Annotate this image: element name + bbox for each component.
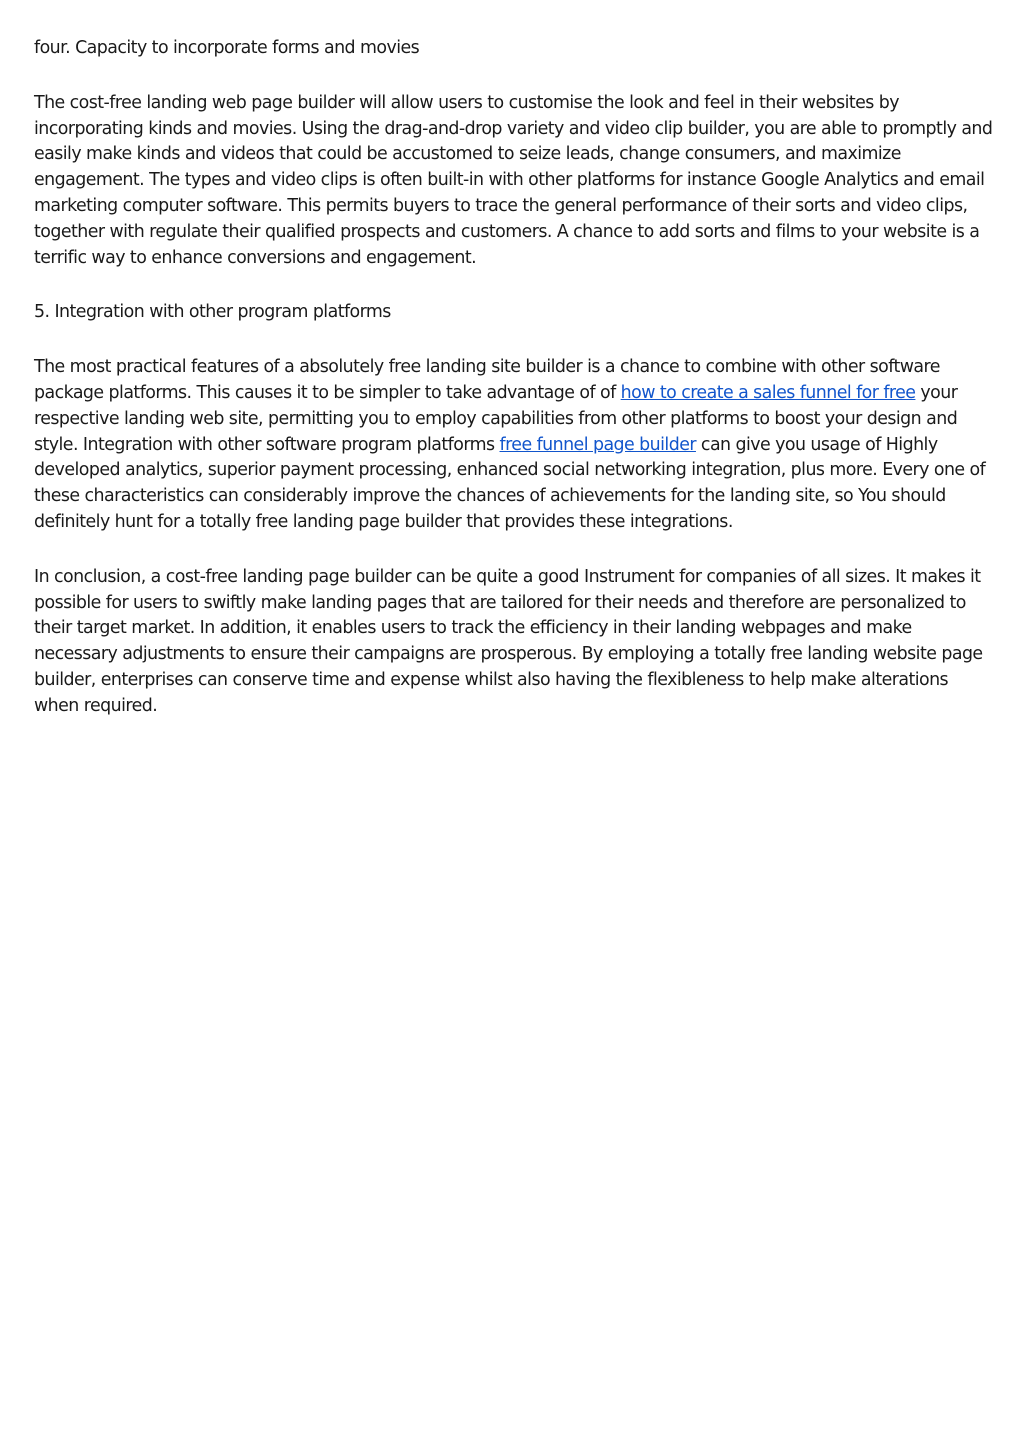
paragraph-integration-part1: The most practical features of a absolutely free landing site builder is a chance to combine with other software package platforms. This causes it to be simpler to take advantage of of xyxy=(34,357,940,403)
section-heading-4: four. Capacity to incorporate forms and movies xyxy=(34,38,420,58)
sales-funnel-link[interactable]: how to create a sales funnel for free xyxy=(620,382,916,403)
section-heading-5: 5. Integration with other program platforms xyxy=(34,302,391,323)
funnel-page-builder-link[interactable]: free funnel page builder xyxy=(499,434,696,455)
paragraph-forms-and-movies: The cost-free landing web page builder will allow users to customise the look and feel in their websites by incorporating kinds and movies. Using the drag-and-drop variety and video clip builder, you are able to promptly and easily make kinds and videos that could be accustomed to seize leads, change consumers, and maximize engagement. The types and video clips is often built-in with other platforms for instance Google Analytics and email marketing computer software. This permits buyers to trace the general performance of their sorts and video clips, together with regulate their qualified prospects and customers. A chance to add sorts and films to your website is a terrific way to enhance conversions and engagement. xyxy=(34,92,993,268)
paragraph-integration-part3: can give you usage of Highly developed analytics, superior payment processing, enhanced social networking integration, plus more. Every one of these characteristics can considerably improve the chances of achievements for the landing site, so You should definitely hunt for a totally free landing page builder that provides these integrations. xyxy=(34,434,986,532)
paragraph-conclusion: In conclusion, a cost-free landing page builder can be quite a good Instrument for companies of all sizes. It makes it possible for users to swiftly make landing pages that are tailored for their needs and therefore are personalized to their target market. In addition, it enables users to track the efficiency in their landing webpages and make necessary adjustments to ensure their campaigns are prosperous. By employing a totally free landing website page builder, enterprises can conserve time and expense whilst also having the flexibleness to help make alterations when required. xyxy=(34,566,983,716)
paragraph-integration xyxy=(34,355,994,536)
paragraph-integration-part2: your respective landing web site, permitting you to employ capabilities from other platforms to boost your design and style. Integration with other software program platforms xyxy=(34,382,958,455)
document-body xyxy=(34,36,994,749)
